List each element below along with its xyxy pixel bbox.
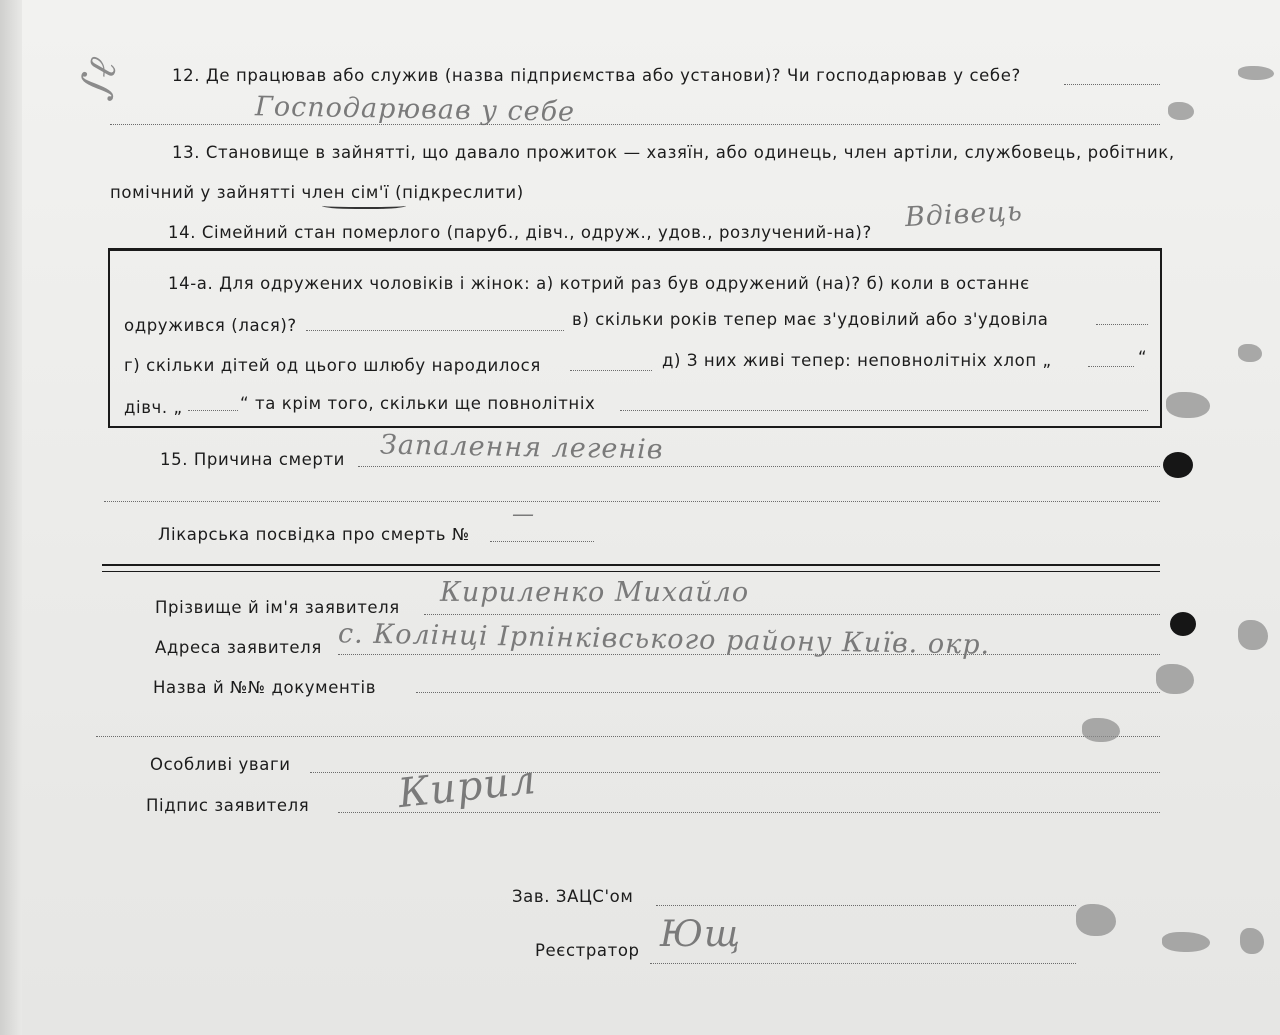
q14a-boys-line: [1088, 366, 1134, 367]
q12-answer-line: [110, 124, 1160, 125]
q15-label: 15. Причина смерти: [160, 450, 345, 469]
documents-line: [416, 692, 1160, 693]
q14a-children-line: [570, 370, 652, 371]
signature-line: [338, 812, 1160, 813]
q14a-girls-line: [188, 410, 238, 411]
q15-line2: [104, 501, 1160, 502]
applicant-address-line: [338, 654, 1160, 655]
registrar-line: [650, 963, 1076, 964]
q14a-line2a: одружився (лася)?: [124, 316, 297, 335]
documents-line2: [96, 736, 1160, 737]
paper-tear-mark: [1166, 392, 1210, 418]
margin-pencil-mark: ∫ℓ: [70, 52, 127, 104]
paper-tear-mark: [1156, 664, 1194, 694]
registrar-label: Реєстратор: [535, 941, 640, 960]
paper-tear-mark: [1238, 66, 1274, 80]
q14a-line4b: “ та крім того, скільки ще повнолітніх: [240, 394, 596, 413]
q14-label: 14. Сімейний стан померлого (паруб., дівч., одруж., удов., розлучений-на)?: [168, 223, 872, 242]
q12-answer: Господарював у себе: [254, 91, 576, 128]
section-divider-top: [102, 564, 1160, 566]
q14a-line1: 14-а. Для одружених чоловіків і жінок: а) котрий раз був одружений (на)? б) коли в останнє: [168, 274, 1030, 293]
q14a-line3c: “: [1138, 348, 1148, 367]
q15-line: [358, 466, 1160, 467]
q12-label: 12. Де працював або служив (назва підприємства або установи)? Чи господарював у себе?: [172, 66, 1021, 85]
medical-certificate-label: Лікарська посвідка про смерть №: [158, 525, 470, 544]
q14a-adults-line: [620, 410, 1148, 411]
q14a-line3a: г) скільки дітей од цього шлюбу народилося: [124, 356, 541, 375]
paper-tear-mark: [1238, 620, 1268, 650]
signature-label: Підпис заявителя: [146, 796, 310, 815]
q14a-line3b: д) З них живі тепер: неповнолітніх хлоп „: [662, 351, 1052, 370]
applicant-address-label: Адреса заявителя: [155, 638, 322, 657]
section-divider-bottom: [102, 571, 1160, 572]
applicant-name-label: Прізвище й ім'я заявителя: [155, 598, 400, 617]
paper-tear-mark: [1082, 718, 1120, 742]
q13-label-line2: помічний у зайнятті член сім'ї (підкреслити): [110, 183, 524, 202]
paper-tear-mark: [1162, 932, 1210, 952]
head-line: [656, 905, 1076, 906]
registrar-signature: Ющ: [660, 914, 741, 955]
q12-line-end: [1064, 84, 1160, 85]
paper-tear-mark: [1076, 904, 1116, 936]
q13-label-line1: 13. Становище в зайнятті, що давало прожиток — хазяїн, або одинець, член артіли, службовець, робітник,: [172, 143, 1175, 162]
paper-tear-mark: [1168, 102, 1194, 120]
documents-label: Назва й №№ документів: [153, 678, 377, 697]
head-label: Зав. ЗАЦС'ом: [512, 887, 634, 906]
q14a-married-line: [306, 330, 564, 331]
medical-certificate-line: [490, 541, 594, 542]
paper-tear-mark: [1240, 928, 1264, 954]
binding-hole: [1163, 452, 1193, 478]
q14a-line2b: в) скільки років тепер має з'удовілий або з'удовіла: [572, 310, 1049, 329]
binding-hole: [1170, 612, 1196, 636]
applicant-name-line: [424, 614, 1160, 615]
applicant-name: Кириленко Михайло: [440, 577, 750, 608]
q14a-line4a: дівч. „: [124, 398, 183, 417]
applicant-address: с. Колінці Ірпінківського району Київ. окр.: [337, 618, 991, 661]
q14-answer: Вдівець: [904, 195, 1024, 234]
medical-certificate-answer: —: [512, 502, 535, 527]
q13-underline-mark: [322, 201, 406, 209]
notes-label: Особливі уваги: [150, 755, 291, 774]
page-left-edge: [0, 0, 22, 1035]
q15-answer: Запалення легенів: [379, 429, 664, 466]
applicant-signature: Кирил: [395, 756, 539, 818]
q14a-widowed-line: [1096, 324, 1148, 325]
paper-tear-mark: [1238, 344, 1262, 362]
